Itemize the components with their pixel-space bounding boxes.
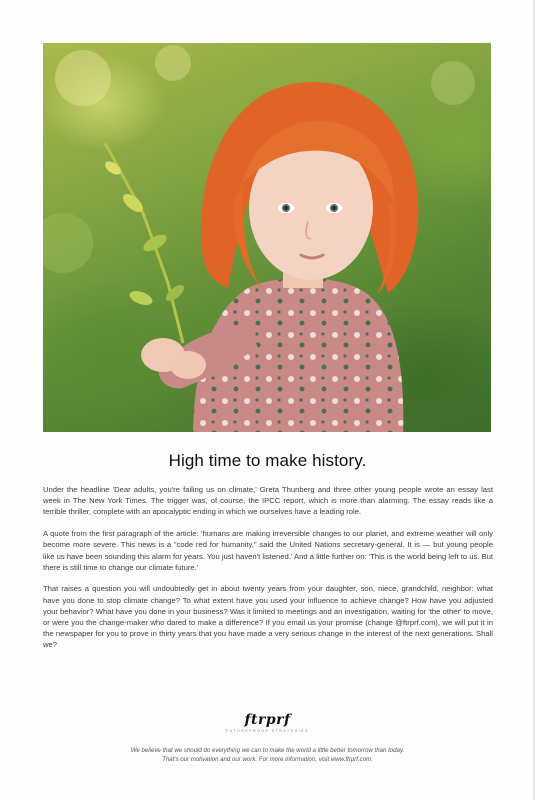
article-body (43, 484, 493, 661)
brand-logo (0, 712, 535, 733)
footer-note (0, 746, 535, 764)
footer-line-1: We believe that we should do everything we can to make the world a little better tomorrow than today. (130, 747, 405, 754)
hero-photo (43, 43, 491, 432)
paragraph-2: A quote from the first paragraph of the article: 'humans are making irreversible changes to our planet, and extreme weather will only become more severe. This news is a "code red for humanity," said the United Nations secretary-general. It is — but young people like us have been sounding this alarm for years. You just haven't listened.' And a little further on: 'This is the world being left to us. But there is still time to change our climate future.' (43, 529, 493, 572)
paragraph-1: Under the headline 'Dear adults, you're failing us on climate,' Greta Thunberg and three other young people wrote an essay last week in The New York Times. The trigger was, of course, the IPCC report, which is more than alarming. The essay reads like a terrible thriller, complete with an apocalyptic ending in which we ourselves have a leading role. (43, 485, 493, 517)
footer-line-2: That's our motivation and our work. For more information, visit www.ftrprf.com. (162, 756, 373, 763)
child-illustration (43, 43, 491, 432)
logo-wordmark: ftrprf (244, 712, 291, 728)
headline: High time to make history. (168, 451, 367, 470)
logo-tagline: FUTUREPROOF STRATEGIES (225, 729, 310, 733)
paragraph-3: That raises a question you will undoubtedly get in about twenty years from your daughter, son, niece, grandchild, neighbor: what have you done to stop climate change? To what extent have you used your influence to achieve change? How have you adjusted your behavior? What have you done in your business? Was it limited to meetings and an investigation, waiting for 'the other' to move, or were you the change-maker who dared to make a difference? If you email us your promise (change @ftrprf.com), we will put it in the newspaper for you to prove in thirty years that you have made a very serious change in the interest of the next generations. Shall we? (43, 584, 493, 650)
